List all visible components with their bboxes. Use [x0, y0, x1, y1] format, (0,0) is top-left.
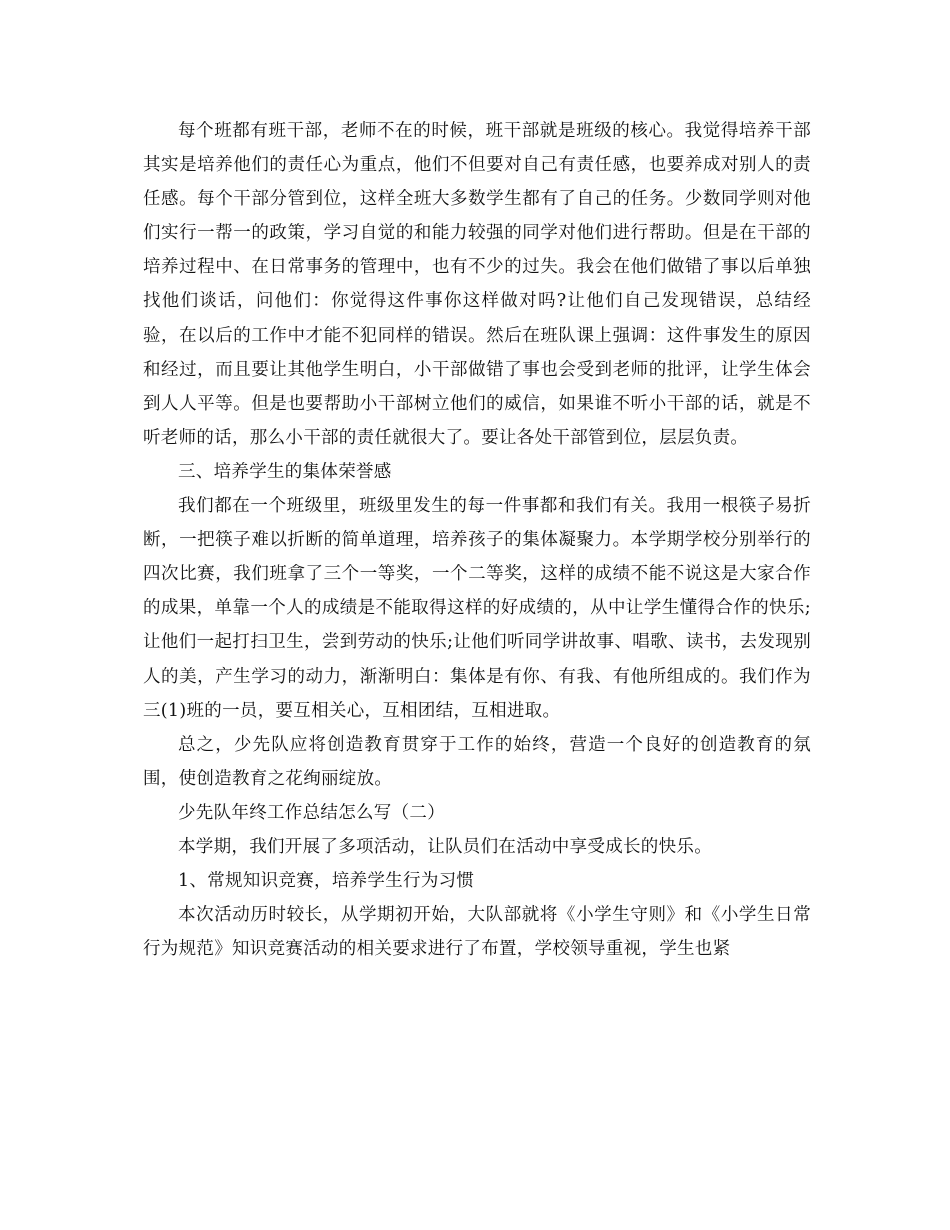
paragraph-collective-honor: 我们都在一个班级里，班级里发生的每一件事都和我们有关。我用一根筷子易折断，一把筷子难以折断的简单道理，培养孩子的集体凝聚力。本学期学校分别举行的四次比赛，我们班拿了三个一等奖，一个二等奖，这样的成绩不能不说这是大家合作的成果，单靠一个人的成绩是不能取得这样的好成绩的，从中让学生懂得合作的快乐;让他们一起打扫卫生，尝到劳动的快乐;让他们听同学讲故事、唱歌、读书，去发现别人的美，产生学习的动力，渐渐明白：集体是有你、有我、有他所组成的。我们作为三(1)班的一员，要互相关心，互相团结，互相进取。: [143, 496, 811, 721]
subtitle-summary-part-two: 少先队年终工作总结怎么写（二）: [178, 802, 445, 823]
item-heading-knowledge-contest: 1、常规知识竞赛，培养学生行为习惯: [178, 871, 475, 892]
paragraph-intro-activities: 本学期，我们开展了多项活动，让队员们在活动中享受成长的快乐。: [178, 836, 712, 857]
paragraph-class-cadres: 每个班都有班干部，老师不在的时候，班干部就是班级的核心。我觉得培养干部其实是培养他们的责任心为重点，他们不但要对自己有责任感，也要养成对别人的责任感。每个干部分管到位，这样全班大多数学生都有了自己的任务。少数同学则对他们实行一帮一的政策，学习自觉的和能力较强的同学对他们进行帮助。但是在干部的培养过程中、在日常事务的管理中，也有不少的过失。我会在他们做错了事以后单独找他们谈话，问他们：你觉得这件事你这样做对吗?让他们自己发现错误，总结经验，在以后的工作中才能不犯同样的错误。然后在班队课上强调：这件事发生的原因和经过，而且要让其他学生明白，小干部做错了事也会受到老师的批评，让学生体会到人人平等。但是也要帮助小干部树立他们的威信，如果谁不听小干部的话，就是不听老师的话，那么小干部的责任就很大了。要让各处干部管到位，层层负责。: [143, 121, 811, 448]
document-body: [143, 114, 811, 966]
paragraph-conclusion: 总之，少先队应将创造教育贯穿于工作的始终，营造一个良好的创造教育的氛围，使创造教育之花绚丽绽放。: [143, 734, 811, 789]
paragraph-knowledge-contest: 本次活动历时较长，从学期初开始，大队部就将《小学生守则》和《小学生日常行为规范》知识竞赛活动的相关要求进行了布置，学校领导重视，学生也紧: [143, 905, 811, 960]
section-heading-collective-honor: 三、培养学生的集体荣誉感: [178, 461, 392, 482]
